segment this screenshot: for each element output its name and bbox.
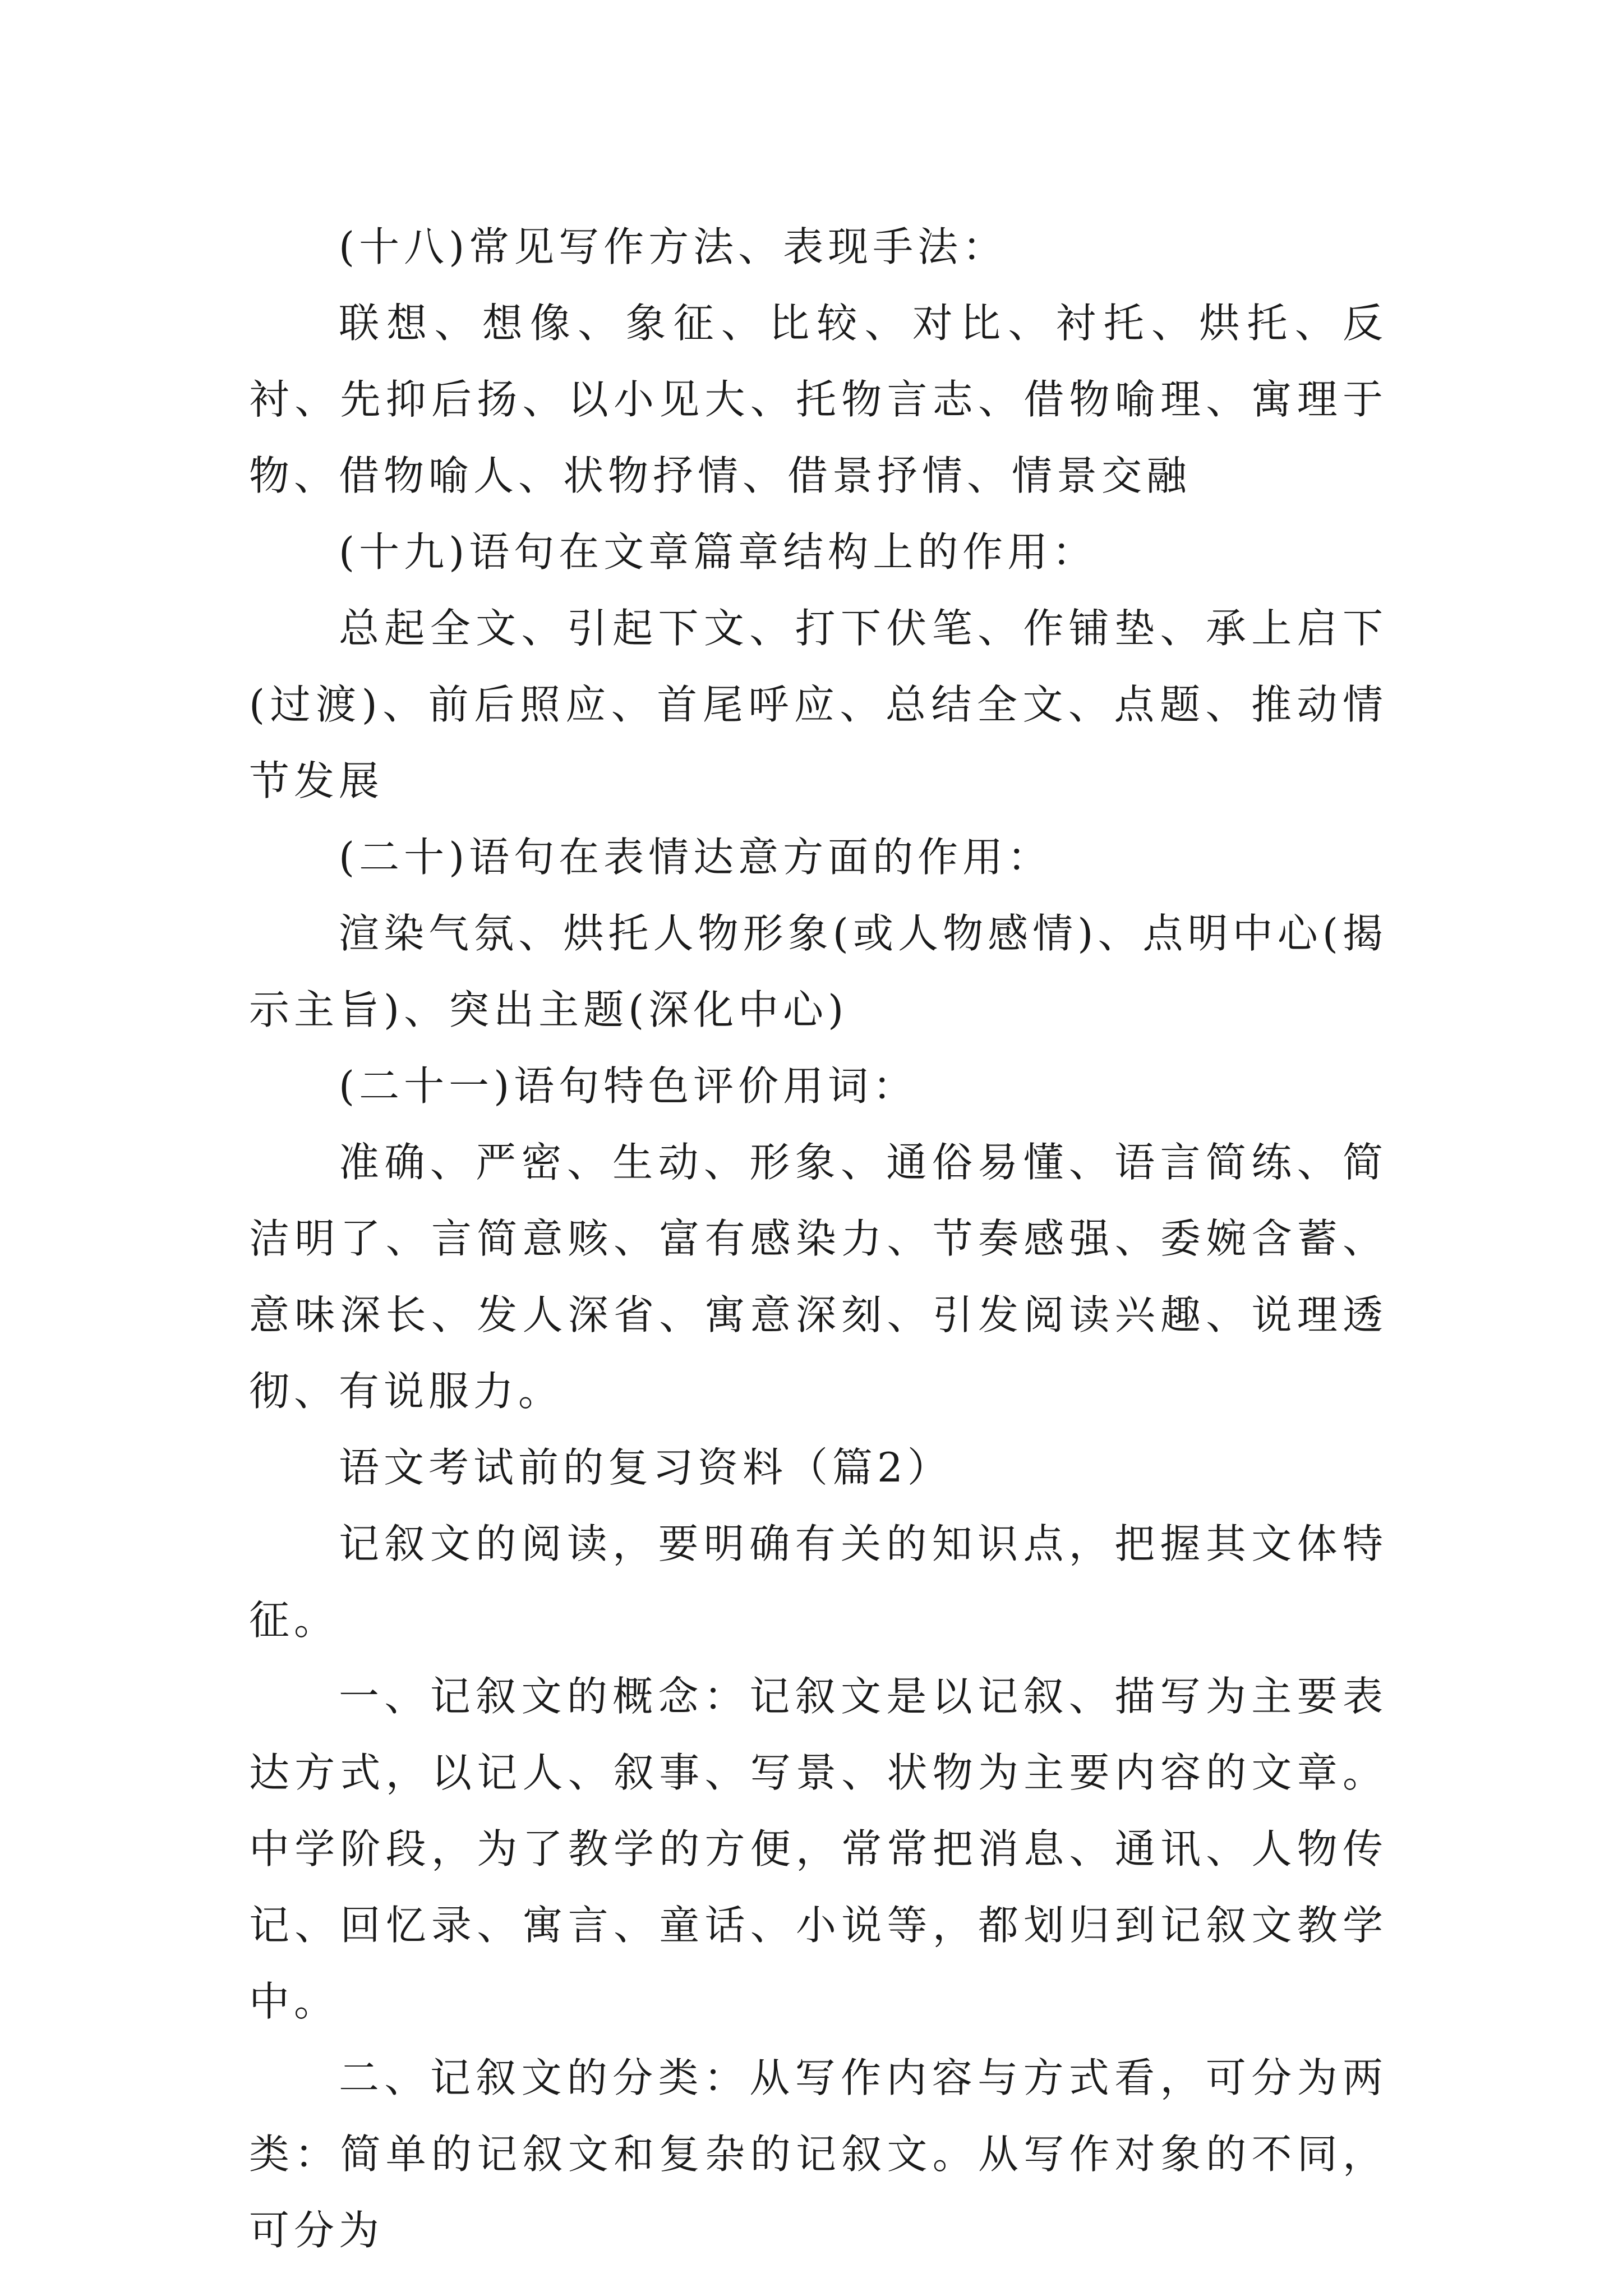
- paragraph-writing-methods: 联想、想像、象征、比较、对比、衬托、烘托、反衬、先抑后扬、以小见大、托物言志、借物喻理、寓理于物、借物喻人、状物抒情、借景抒情、情景交融: [249, 300, 1387, 499]
- document-body: [249, 209, 1387, 2269]
- section-heading-19: (十九)语句在文章篇章结构上的作用：: [339, 528, 1098, 576]
- paragraph-structure-functions: 总起全文、引起下文、打下伏笔、作铺垫、承上启下(过渡)、前后照应、首尾呼应、总结全文、点题、推动情节发展: [249, 605, 1387, 804]
- paragraph-evaluation-terms: 准确、严密、生动、形象、通俗易懂、语言简练、简洁明了、言简意赅、富有感染力、节奏感强、委婉含蓄、意味深长、发人深省、寓意深刻、引发阅读兴趣、说理透彻、有说服力。: [249, 1139, 1387, 1415]
- paragraph-expression-functions: 渲染气氛、烘托人物形象(或人物感情)、点明中心(揭示主旨)、突出主题(深化中心): [249, 910, 1387, 1033]
- paragraph-narrative-intro: 记叙文的阅读，要明确有关的知识点，把握其文体特征。: [249, 1520, 1387, 1644]
- paragraph-narrative-concept: 一、记叙文的概念：记叙文是以记叙、描写为主要表达方式，以记人、叙事、写景、状物为主要内容的文章。中学阶段，为了教学的方便，常常把消息、通讯、人物传记、回忆录、寓言、童话、小说等，都划归到记叙文教学中。: [249, 1673, 1387, 2025]
- article-title-part-2: 语文考试前的复习资料（篇2）: [339, 1444, 952, 1491]
- section-heading-21: (二十一)语句特色评价用词：: [339, 1062, 918, 1110]
- section-heading-18: (十八)常见写作方法、表现手法：: [339, 223, 1008, 270]
- paragraph-narrative-classification: 二、记叙文的分类：从写作内容与方式看，可分为两类：简单的记叙文和复杂的记叙文。从写作对象的不同，可分为: [249, 2054, 1387, 2254]
- section-heading-20: (二十)语句在表情达意方面的作用：: [339, 834, 1053, 881]
